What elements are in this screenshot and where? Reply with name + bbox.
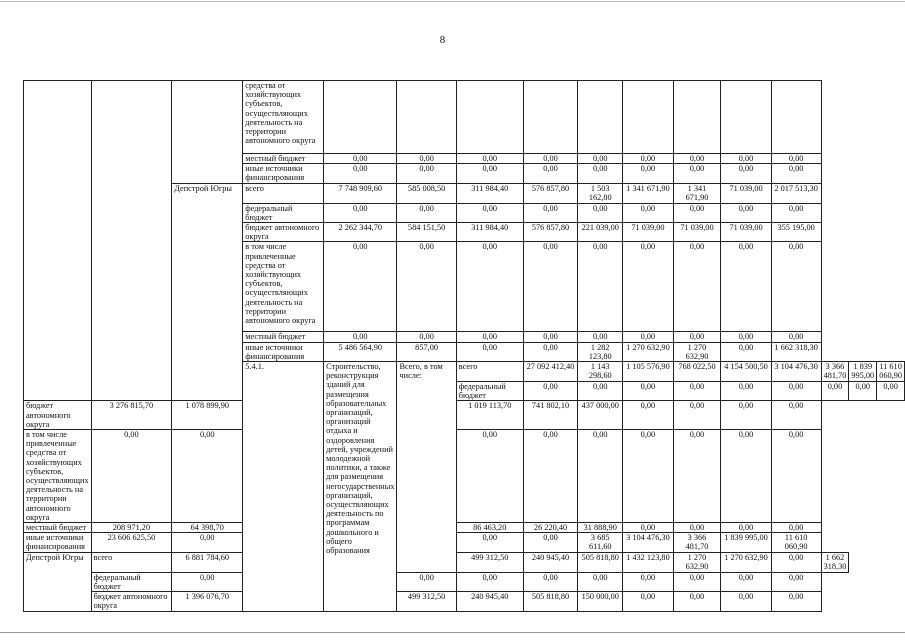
value-cell: 0,00 (456, 242, 523, 332)
value-cell (324, 81, 397, 154)
value-cell: 0,00 (771, 572, 821, 591)
value-cell: 0,00 (397, 332, 456, 342)
value-cell: 3 366 481,70 (673, 533, 721, 552)
value-cell: 0,00 (673, 332, 721, 342)
value-cell (523, 81, 578, 154)
value-cell: 0,00 (623, 430, 673, 523)
value-cell: 0,00 (172, 533, 243, 552)
source-cell: в том числе привлеченные средства от хозяйствующих субъектов, осуществляющих деятельность на территории автономного округа (243, 242, 324, 332)
value-cell: 0,00 (721, 203, 771, 222)
value-cell: 0,00 (721, 242, 771, 332)
value-cell: 0,00 (877, 382, 905, 401)
value-cell: 0,00 (673, 164, 721, 183)
value-cell: 0,00 (397, 572, 456, 591)
value-cell: 0,00 (771, 203, 821, 222)
value-cell: 208 971,20 (91, 523, 172, 533)
value-cell: 0,00 (623, 332, 673, 342)
value-cell: 86 463,20 (456, 523, 523, 533)
value-cell: 0,00 (523, 332, 578, 342)
value-cell: 0,00 (673, 242, 721, 332)
value-cell: 7 748 909,60 (324, 183, 397, 203)
value-cell: 0,00 (623, 164, 673, 183)
value-cell: 505 818,80 (523, 592, 578, 611)
value-cell: 1 662 318,30 (821, 552, 849, 572)
value-cell: 0,00 (523, 164, 578, 183)
value-cell: 1 019 113,70 (456, 401, 523, 430)
value-cell: 26 220,40 (523, 523, 578, 533)
table-row (24, 430, 905, 523)
value-cell: 240 945,40 (456, 592, 523, 611)
value-cell: 0,00 (397, 154, 456, 164)
executor-cell: Депстрой Югры (172, 183, 243, 401)
table-body (24, 81, 905, 612)
value-cell: 150 000,00 (578, 592, 623, 611)
value-cell: 0,00 (771, 154, 821, 164)
value-cell: 0,00 (172, 430, 243, 523)
value-cell: 311 984,40 (456, 183, 523, 203)
value-cell: 0,00 (721, 572, 771, 591)
value-cell: 0,00 (456, 533, 523, 552)
source-cell: средства от хозяйствующих субъектов, осуществляющих деятельность на территории автономного округа (243, 81, 324, 154)
value-cell: 0,00 (523, 342, 578, 361)
value-cell: 1 396 076,70 (172, 592, 243, 611)
value-cell: 355 195,00 (771, 223, 821, 242)
value-cell: 1 662 318,30 (771, 342, 821, 361)
value-cell: 1 503 162,80 (578, 183, 623, 203)
source-cell: всего (91, 552, 172, 572)
value-cell: 0,00 (523, 242, 578, 332)
value-cell: 23 606 625,50 (91, 533, 172, 552)
value-cell: 2 262 344,70 (324, 223, 397, 242)
value-cell: 0,00 (673, 572, 721, 591)
value-cell: 584 151,50 (397, 223, 456, 242)
value-cell: 1 143 298,60 (578, 362, 623, 382)
value-cell: 0,00 (673, 430, 721, 523)
value-cell: 0,00 (623, 382, 673, 401)
value-cell: 0,00 (523, 572, 578, 591)
value-cell: 0,00 (456, 572, 523, 591)
item-number-cell (24, 81, 92, 401)
value-cell: 0,00 (523, 533, 578, 552)
source-cell: бюджет автономного округа (243, 223, 324, 242)
value-cell: 0,00 (721, 523, 771, 533)
table-row (24, 592, 905, 611)
value-cell: 0,00 (673, 203, 721, 222)
value-cell: 0,00 (397, 203, 456, 222)
value-cell: 3 276 815,70 (91, 401, 172, 430)
value-cell: 857,00 (397, 342, 456, 361)
value-cell: 27 092 412,40 (523, 362, 578, 382)
source-cell: федеральный бюджет (243, 203, 324, 222)
value-cell: 64 398,70 (172, 523, 243, 533)
value-cell: 0,00 (771, 552, 821, 572)
value-cell: 31 888,90 (578, 523, 623, 533)
value-cell: 0,00 (578, 154, 623, 164)
value-cell: 311 984,40 (456, 223, 523, 242)
value-cell: 0,00 (324, 164, 397, 183)
value-cell: 1 341 671,90 (623, 183, 673, 203)
value-cell: 1 282 123,80 (578, 342, 623, 361)
value-cell: 0,00 (324, 332, 397, 342)
scan-top-edge (0, 1, 905, 2)
value-cell: 71 039,00 (721, 183, 771, 203)
value-cell: 0,00 (623, 592, 673, 611)
value-cell: 0,00 (721, 154, 771, 164)
value-cell: 0,00 (578, 430, 623, 523)
source-cell: иные источники финансирования (24, 533, 92, 552)
value-cell: 3 366 481,70 (821, 362, 849, 382)
value-cell: 0,00 (578, 332, 623, 342)
table-row (24, 81, 905, 154)
value-cell: 0,00 (771, 401, 821, 430)
source-cell: иные источники финансирования (243, 164, 324, 183)
table-row (24, 401, 905, 430)
executor-cell (172, 81, 243, 184)
value-cell: 0,00 (673, 523, 721, 533)
value-cell: 0,00 (578, 164, 623, 183)
table-row (24, 533, 905, 552)
value-cell: 6 881 784,60 (172, 552, 243, 572)
table-row (24, 572, 905, 591)
value-cell: 741 802,10 (523, 401, 578, 430)
source-cell: федеральный бюджет (91, 572, 172, 591)
value-cell: 0,00 (324, 203, 397, 222)
value-cell: 221 039,00 (578, 223, 623, 242)
value-cell: 0,00 (623, 572, 673, 591)
value-cell: 0,00 (91, 430, 172, 523)
value-cell: 4 154 500,50 (721, 362, 771, 382)
value-cell: 0,00 (673, 382, 721, 401)
value-cell: 0,00 (578, 382, 623, 401)
value-cell: 0,00 (324, 154, 397, 164)
value-cell: 1 105 576,90 (623, 362, 673, 382)
value-cell: 0,00 (673, 154, 721, 164)
value-cell: 1 839 995,00 (849, 362, 877, 382)
value-cell: 0,00 (578, 242, 623, 332)
value-cell: 0,00 (771, 592, 821, 611)
source-cell: иные источники финансирования (243, 342, 324, 361)
value-cell: 11 610 060,90 (877, 362, 905, 382)
value-cell: 0,00 (397, 164, 456, 183)
value-cell: 5 486 564,90 (324, 342, 397, 361)
scan-bottom-edge (0, 632, 905, 633)
value-cell: 0,00 (771, 382, 821, 401)
value-cell: 576 857,80 (523, 183, 578, 203)
value-cell: 240 945,40 (523, 552, 578, 572)
value-cell: 1 341 671,90 (673, 183, 721, 203)
value-cell: 0,00 (456, 342, 523, 361)
value-cell: 1 839 995,00 (721, 533, 771, 552)
value-cell: 499 312,50 (397, 592, 456, 611)
value-cell: 0,00 (721, 592, 771, 611)
value-cell: 0,00 (578, 572, 623, 591)
value-cell: 71 039,00 (623, 223, 673, 242)
source-cell: местный бюджет (243, 154, 324, 164)
value-cell: 585 008,50 (397, 183, 456, 203)
activity-cell: Строительство, реконструкция зданий для размещения образовательных организаций, организаций отдыха и оздоровления детей, учреждений молодежной политики, а также для размещения негосударственных организаций, осуществляющих деятельность по программам дошкольного и общего образования (324, 362, 397, 611)
value-cell: 0,00 (397, 242, 456, 332)
value-cell: 0,00 (324, 242, 397, 332)
source-cell: в том числе привлеченные средства от хозяйствующих субъектов, осуществляющих деятельность на территории автономного округа (24, 430, 92, 523)
page-number: 8 (439, 34, 446, 46)
value-cell: 3 104 476,30 (623, 533, 673, 552)
value-cell: 1 270 632,90 (673, 552, 721, 572)
source-cell: бюджет автономного округа (24, 401, 92, 430)
value-cell (456, 81, 523, 154)
value-cell: 0,00 (771, 430, 821, 523)
value-cell: 0,00 (523, 430, 578, 523)
value-cell (397, 81, 456, 154)
funding-table (23, 80, 905, 612)
executor-cell: Всего, в том числе: (397, 362, 456, 573)
value-cell: 0,00 (523, 382, 578, 401)
value-cell: 505 818,80 (578, 552, 623, 572)
value-cell: 576 857,80 (523, 223, 578, 242)
executor-cell: Депстрой Югры (24, 552, 92, 611)
table-row (24, 552, 905, 572)
value-cell: 1 432 123,80 (623, 552, 673, 572)
value-cell: 1 270 632,90 (623, 342, 673, 361)
value-cell: 0,00 (721, 332, 771, 342)
value-cell (771, 81, 821, 154)
value-cell: 1 078 899,90 (172, 401, 243, 430)
value-cell: 0,00 (771, 523, 821, 533)
value-cell: 0,00 (771, 332, 821, 342)
value-cell: 0,00 (456, 154, 523, 164)
source-cell: всего (243, 183, 324, 203)
value-cell: 71 039,00 (673, 223, 721, 242)
value-cell: 0,00 (456, 332, 523, 342)
value-cell: 0,00 (623, 154, 673, 164)
value-cell: 0,00 (721, 401, 771, 430)
value-cell: 11 610 060,90 (771, 533, 821, 552)
value-cell: 71 039,00 (721, 223, 771, 242)
value-cell: 0,00 (721, 342, 771, 361)
value-cell: 0,00 (456, 203, 523, 222)
value-cell: 2 017 513,30 (771, 183, 821, 203)
value-cell: 0,00 (721, 430, 771, 523)
value-cell: 0,00 (623, 401, 673, 430)
value-cell: 0,00 (721, 382, 771, 401)
value-cell: 1 270 632,90 (721, 552, 771, 572)
value-cell: 0,00 (523, 154, 578, 164)
source-cell: федеральный бюджет (456, 382, 523, 401)
value-cell: 0,00 (771, 164, 821, 183)
value-cell: 0,00 (172, 572, 243, 591)
source-cell: местный бюджет (24, 523, 92, 533)
value-cell (578, 81, 623, 154)
value-cell: 0,00 (523, 203, 578, 222)
value-cell: 499 312,50 (456, 552, 523, 572)
value-cell: 0,00 (721, 164, 771, 183)
source-cell: местный бюджет (243, 332, 324, 342)
value-cell: 3 685 611,60 (578, 533, 623, 552)
value-cell: 768 022,50 (673, 362, 721, 382)
table-row (24, 523, 905, 533)
value-cell (623, 81, 673, 154)
value-cell: 0,00 (456, 164, 523, 183)
value-cell: 0,00 (456, 430, 523, 523)
source-cell: всего (456, 362, 523, 382)
value-cell (673, 81, 721, 154)
value-cell: 0,00 (849, 382, 877, 401)
value-cell: 0,00 (821, 382, 849, 401)
value-cell: 0,00 (771, 242, 821, 332)
value-cell: 437 000,00 (578, 401, 623, 430)
value-cell: 0,00 (623, 242, 673, 332)
value-cell: 0,00 (673, 592, 721, 611)
value-cell: 0,00 (578, 203, 623, 222)
value-cell: 0,00 (623, 523, 673, 533)
item-number-cell: 5.4.1. (243, 362, 324, 611)
value-cell: 0,00 (623, 203, 673, 222)
source-cell: бюджет автономного округа (91, 592, 172, 611)
value-cell: 1 270 632,90 (673, 342, 721, 361)
value-cell: 0,00 (673, 401, 721, 430)
value-cell (721, 81, 771, 154)
activity-cell (91, 81, 172, 401)
value-cell: 3 104 476,30 (771, 362, 821, 382)
